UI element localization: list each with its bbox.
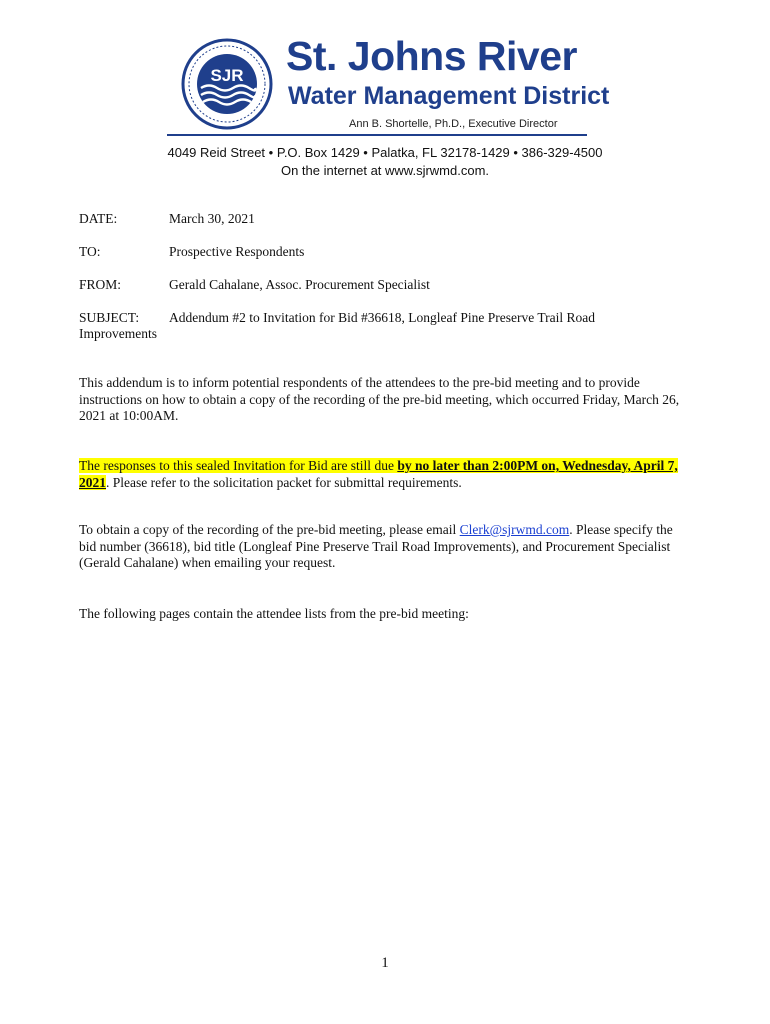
deadline-tail: . Please refer to the solicitation packet for submittal requirements. (106, 474, 462, 490)
date-value: March 30, 2021 (169, 211, 255, 226)
deadline-lead: The responses to this sealed Invitation for Bid are still due (79, 458, 398, 473)
executive-director: Ann B. Shortelle, Ph.D., Executive Director (349, 118, 558, 130)
address-line: 4049 Reid Street • P.O. Box 1429 • Palatka, FL 32178-1429 • 386-329-4500 (167, 145, 603, 160)
body-paragraph-attendees: The following pages contain the attendee lists from the pre-bid meeting: (79, 606, 469, 621)
subject-label: SUBJECT: (79, 310, 140, 325)
org-name: St. Johns River (286, 33, 577, 79)
subject-continued: Improvements (79, 326, 157, 341)
from-value: Gerald Cahalane, Assoc. Procurement Specialist (169, 277, 430, 292)
recording-lead: To obtain a copy of the recording of the pre-bid meeting, please email (79, 522, 460, 537)
date-label: DATE: (79, 211, 118, 226)
to-value: Prospective Respondents (169, 244, 305, 259)
to-label: TO: (79, 244, 101, 259)
deadline-date: by no later than 2:00PM on, Wednesday, April 7, 2021 (79, 458, 678, 490)
body-paragraph-intro: This addendum is to inform potential respondents of the attendees to the pre-bid meeting and to provide instructions on how to obtain a copy of the recording of the pre-bid meeting, which occurred Friday, March 26, 2021 at 10:00AM. (79, 375, 680, 423)
page-number: 1 (381, 955, 389, 971)
logo-monogram: SJR (210, 66, 244, 85)
website-line: On the internet at www.sjrwmd.com. (280, 163, 490, 178)
recording-tail: . Please specify the bid number (36618), bid title (Longleaf Pine Preserve Trail Road Improvements), and Procurement Specialist (Gerald Cahalane) when emailing your request. (79, 522, 673, 570)
from-label: FROM: (79, 277, 122, 292)
letterhead (0, 0, 770, 190)
body-paragraph-recording (79, 522, 691, 572)
body-paragraph-deadline (79, 458, 691, 491)
letterhead-divider (167, 134, 587, 136)
org-subtitle: Water Management District (288, 82, 610, 110)
sjrwmd-logo (181, 38, 273, 130)
subject-value: Addendum #2 to Invitation for Bid #36618, Longleaf Pine Preserve Trail Road (169, 310, 595, 325)
clerk-email-link[interactable]: Clerk@sjrwmd.com (459, 522, 570, 537)
